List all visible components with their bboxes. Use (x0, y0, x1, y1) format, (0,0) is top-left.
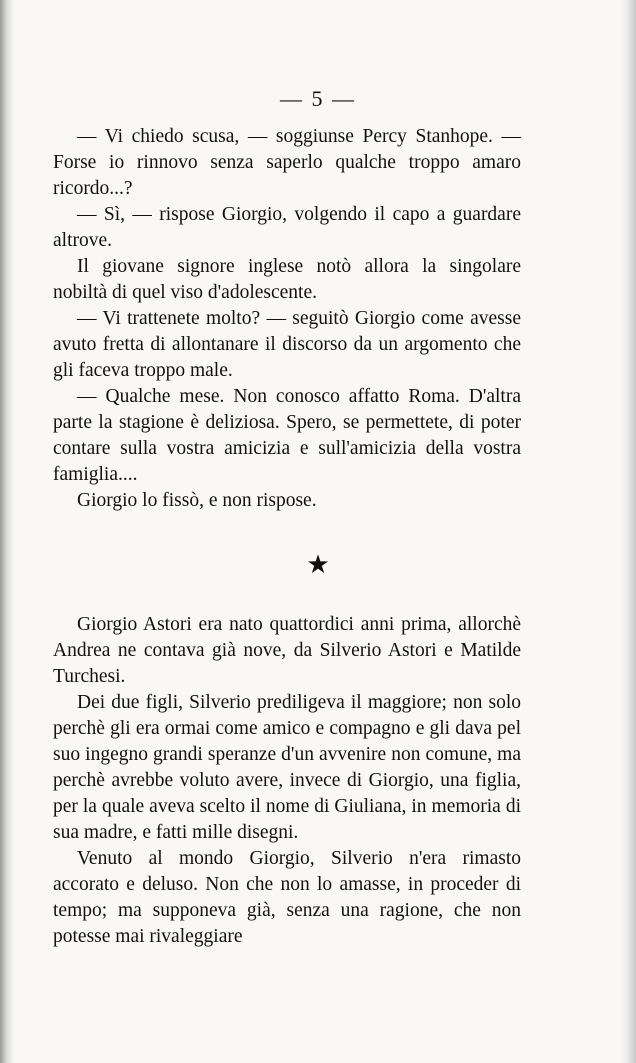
paragraph: Dei due figli, Silverio prediligeva il maggiore; non solo perchè gli era ormai come amico e compagno e gli dava pel suo ingegno grandi speranze d'un avvenire non comune, ma perchè avrebbe voluto avere, invece di Giorgio, una figlia, per la quale aveva scelto il nome di Giuliana, in memoria di sua madre, e fatti mille disegni. (53, 692, 521, 843)
paragraph: — Vi trattenete molto? — seguitò Giorgio come avesse avuto fretta di allontanare il discorso da un argomento che gli faceva troppo male. (53, 308, 521, 381)
paragraph: — Sì, — rispose Giorgio, volgendo il capo a guardare altrove. (53, 204, 521, 251)
paragraph: Venuto al mondo Giorgio, Silverio n'era rimasto accorato e deluso. Non che non lo amasse, in proceder di tempo; ma supponeva già, senza una ragione, che non potesse mai rivaleggiare (53, 848, 521, 947)
paragraph: — Qualche mese. Non conosco affatto Roma. D'altra parte la stagione è deliziosa. Spero, se permettete, di poter contare sulla vostra amicizia e sull'amicizia della vostra famiglia.... (53, 386, 521, 485)
narrative-section (53, 612, 521, 950)
page-left-edge (0, 0, 14, 1063)
page-number: — 5 — (280, 86, 356, 111)
paragraph: Giorgio lo fissò, e non rispose. (77, 490, 317, 511)
paragraph: Il giovane signore inglese notò allora la singolare nobiltà di quel viso d'adolescente. (53, 256, 521, 303)
dialogue-section (53, 124, 521, 514)
section-separator-star-icon: ★ (306, 550, 330, 579)
paragraph: Giorgio Astori era nato quattordici anni prima, allorchè Andrea ne contava già nove, da Silverio Astori e Matilde Turchesi. (53, 614, 521, 687)
paragraph: — Vi chiedo scusa, — soggiunse Percy Stanhope. — Forse io rinnovo senza saperlo qualche troppo amaro ricordo...? (53, 126, 521, 199)
page-right-edge (620, 0, 636, 1063)
